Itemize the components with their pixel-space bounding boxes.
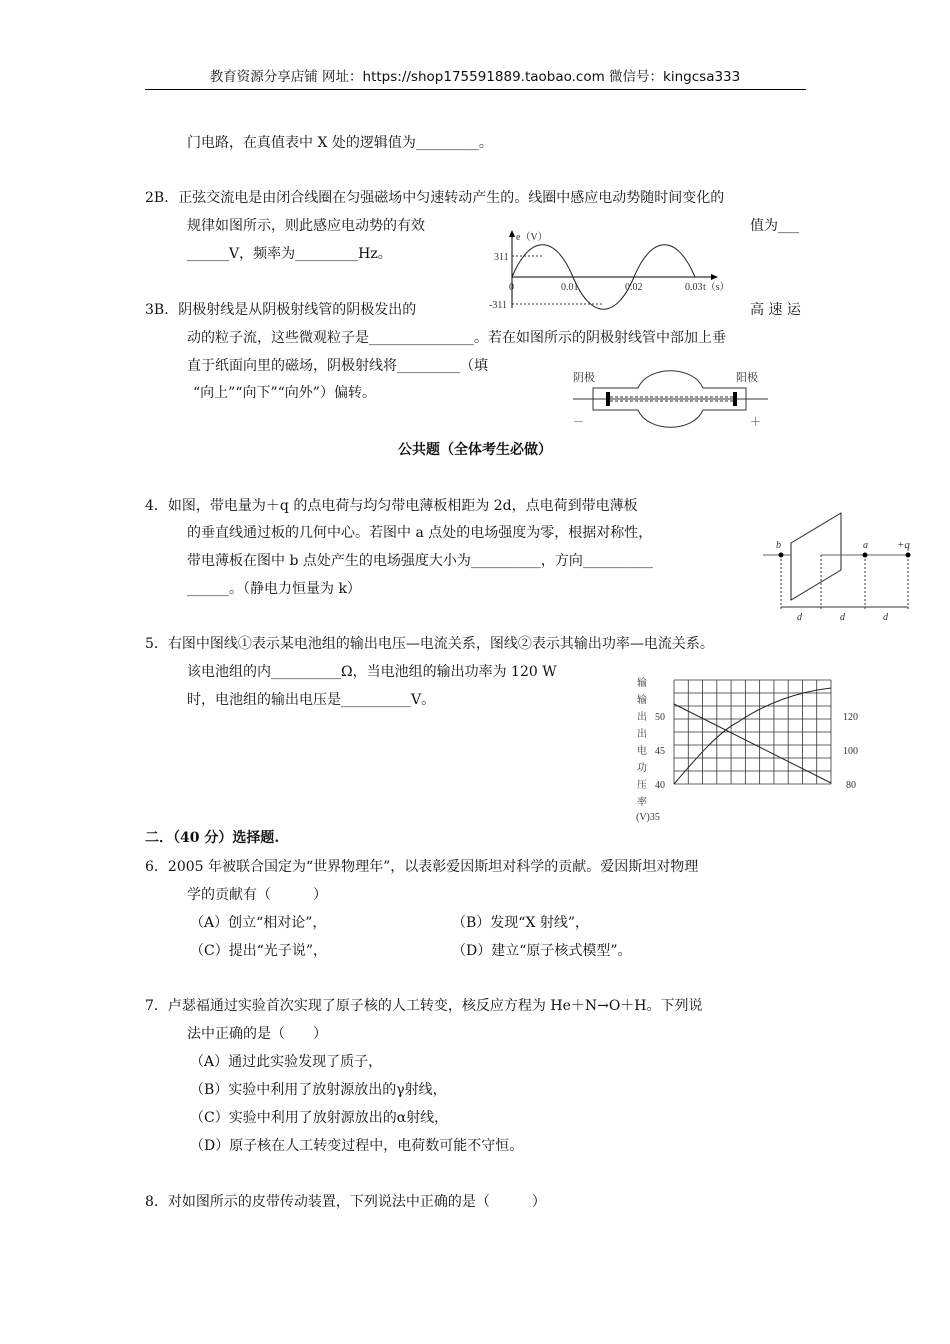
q1-tail: 门电路，在真值表中 X 处的逻辑值为_________。	[187, 135, 493, 151]
q5-line2: 该电池组的内__________Ω，当电池组的输出功率为 120 W	[187, 664, 557, 680]
q5-line1: 5．右图中图线①表示某电池组的输出电压—电流关系，图线②表示其输出功率—电流关系。	[145, 636, 714, 652]
charged-plate-figure	[763, 505, 923, 625]
q6-line1: 6．2005 年被联合国定为“世界物理年”，以表彰爱因斯坦对科学的贡献。爱因斯坦对物理	[145, 859, 699, 875]
minus-sign: －	[573, 416, 584, 428]
q7-option-d: （D）原子核在人工转变过程中，电荷数可能不守恒。	[190, 1138, 524, 1154]
y-right-tick: 80	[846, 780, 856, 791]
d-label-3: d	[883, 612, 888, 623]
y-left-tick: 50	[655, 712, 665, 723]
q4-line3: 带电薄板在图中 b 点处产生的电场强度大小为__________，方向__________	[187, 553, 653, 569]
header-rule	[145, 89, 806, 90]
left-label-char: 出	[637, 729, 647, 740]
y-left-tick: 45	[655, 746, 665, 757]
q3b-line2: 动的粒子流，这些微观粒子是_______________。若在如图所示的阴极射线管中部加上垂	[187, 330, 726, 346]
plus-sign: ＋	[750, 416, 761, 428]
tick-003: 0.03	[685, 282, 703, 293]
q6-option-b: （B）发现“X 射线”，	[452, 915, 590, 931]
q3b-line3: 直于纸面向里的磁场，阴极射线将_________（填	[187, 358, 488, 374]
q7-line1: 7．卢瑟福通过实验首次实现了原子核的人工转变，核反应方程为 He＋N→O＋H。下列说	[145, 998, 703, 1014]
q2b-line1: 2B．正弦交流电是由闭合线圈在匀强磁场中匀速转动产生的。线圈中感应电动势随时间变化的	[145, 190, 725, 206]
q6-line2: 学的贡献有（ ）	[187, 887, 327, 903]
point-a-label: a	[863, 540, 868, 551]
q2b-line2b: 值为___	[750, 218, 799, 234]
left-label-char: 功	[637, 763, 647, 774]
d-label-1: d	[797, 612, 802, 623]
q3b-line4: “向上”“向下”“向外”）偏转。	[193, 385, 376, 401]
q6-option-d: （D）建立“原子核式模型”。	[452, 943, 632, 959]
left-label-char: 压	[637, 780, 647, 791]
sine-wave-figure	[485, 228, 735, 313]
q6-option-a: （A）创立“相对论”，	[190, 915, 327, 931]
left-label-char: 输	[637, 678, 647, 689]
q4-line4: ______。（静电力恒量为 k）	[187, 581, 361, 597]
q3b-line1a: 3B．阴极射线是从阴极射线管的阴极发出的	[145, 302, 417, 318]
q4-line1: 4．如图，带电量为＋q 的点电荷与均匀带电薄板相距为 2d，点电荷到带电薄板	[145, 498, 638, 514]
t-axis-label: t（s）	[703, 282, 730, 293]
q7-option-b: （B）实验中利用了放射源放出的γ射线，	[190, 1082, 447, 1098]
q2b-line3: ______V，频率为_________Hz。	[187, 246, 392, 262]
q8-line1: 8．对如图所示的皮带传动装置，下列说法中正确的是（ ）	[145, 1194, 546, 1210]
left-label-char: 率	[637, 797, 647, 808]
tick-002: 0.02	[625, 282, 643, 293]
origin-label: 0	[509, 282, 514, 293]
tick-001: 0.01	[561, 282, 579, 293]
q4-line2: 的垂直线通过板的几何中心。若图中 a 点处的电场强度为零，根据对称性，	[187, 525, 653, 541]
left-label-char: 电	[637, 746, 647, 757]
q6-option-c: （C）提出“光子说”，	[190, 943, 328, 959]
cathode-label: 阴极	[573, 372, 595, 384]
charge-label: +q	[897, 539, 910, 551]
q3b-line1b: 高 速 运	[750, 302, 801, 318]
tick-311: 311	[494, 252, 509, 263]
d-label-2: d	[840, 612, 845, 623]
voltage-power-chart	[633, 672, 863, 827]
q2b-line2a: 规律如图所示，则此感应电动势的有效	[187, 218, 425, 234]
section2-title: 二．（40 分）选择题.	[145, 830, 280, 846]
cathode-ray-tube-figure	[568, 365, 773, 430]
y-right-tick: 120	[843, 712, 858, 723]
q7-line2: 法中正确的是（ ）	[187, 1026, 327, 1042]
y-left-tick: 40	[655, 780, 665, 791]
left-label-char: 输	[637, 695, 647, 706]
q7-option-c: （C）实验中利用了放射源放出的α射线，	[190, 1110, 449, 1126]
unit-label: (V)35	[636, 812, 660, 823]
tick-neg311: -311	[489, 300, 507, 311]
y-right-tick: 100	[843, 746, 858, 757]
left-label-char: 出	[637, 712, 647, 723]
e-axis-label: e（V）	[516, 232, 548, 243]
point-b-label: b	[776, 540, 781, 551]
q5-line3: 时，电池组的输出电压是__________V。	[187, 692, 436, 708]
page-header: 教育资源分享店铺 网址：https://shop175591889.taobao.com 微信号：kingcsa333	[209, 69, 741, 85]
section-common-title: 公共题（全体考生必做）	[398, 442, 552, 458]
anode-label: 阳极	[736, 372, 758, 384]
q7-option-a: （A）通过此实验发现了质子，	[190, 1054, 383, 1070]
